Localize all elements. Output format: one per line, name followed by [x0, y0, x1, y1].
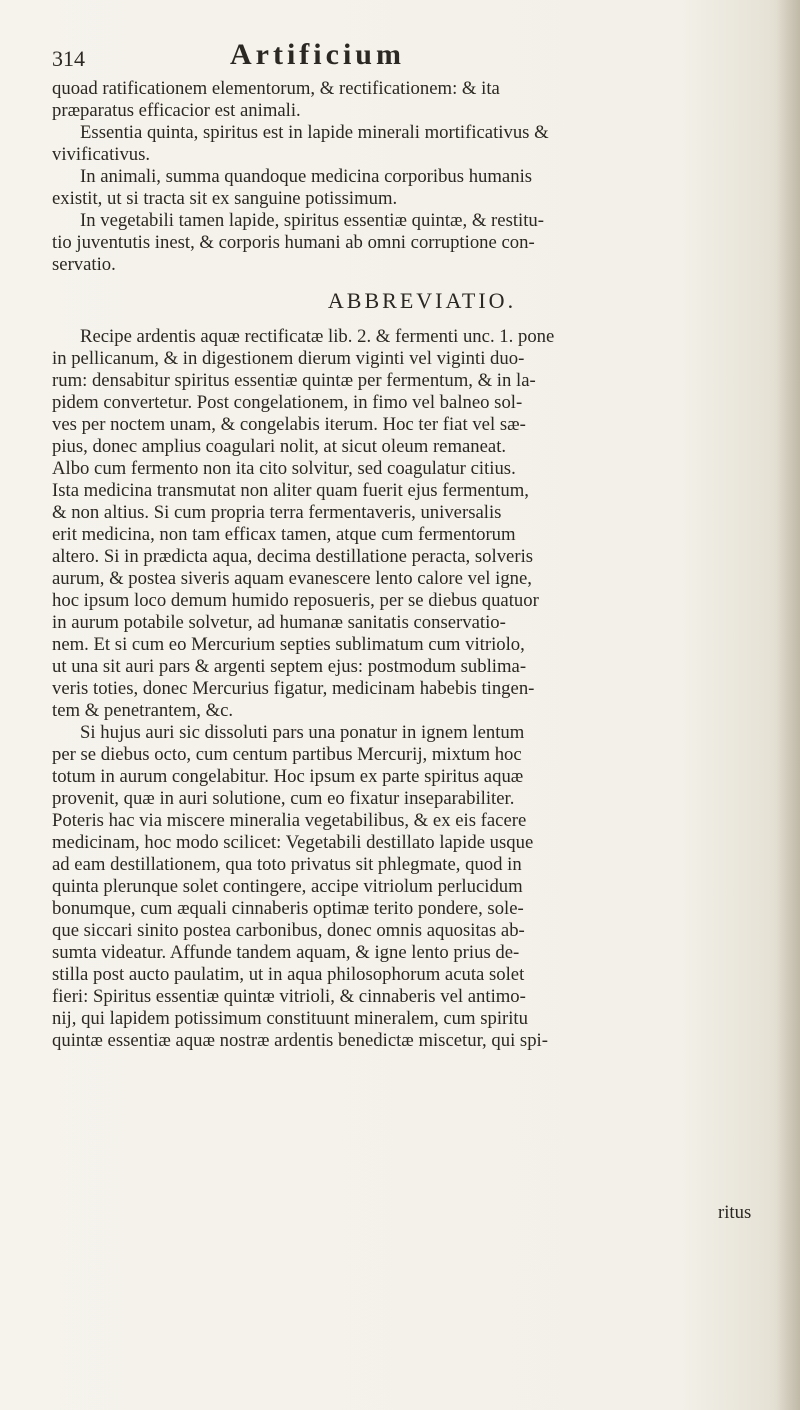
- text-line: quinta plerunque solet contingere, accipe vitriolum perlucidum: [52, 876, 523, 897]
- page-header: [52, 38, 752, 78]
- text-line: & non altius. Si cum propria terra fermentaveris, universalis: [52, 502, 502, 523]
- text-line: Ista medicina transmutat non aliter quam fuerit ejus fermentum,: [52, 480, 529, 501]
- text-line: vivificativus.: [52, 144, 151, 165]
- paragraph: [52, 78, 752, 122]
- text-line: altero. Si in prædicta aqua, decima destillatione peracta, solveris: [52, 546, 534, 567]
- text-line: veris toties, donec Mercurius figatur, medicinam habebis tingen-: [52, 678, 535, 699]
- text-line: ves per noctem unam, & congelabis iterum. Hoc ter fiat vel sæ-: [52, 414, 526, 435]
- section-heading: ABBREVIATIO.: [327, 288, 517, 313]
- text-line: per se diebus octo, cum centum partibus Mercurij, mixtum hoc: [52, 744, 522, 765]
- page-number: 314: [52, 46, 85, 71]
- text-line: In animali, summa quandoque medicina corporibus humanis: [80, 166, 533, 187]
- paragraph: [52, 326, 752, 722]
- text-line: in pellicanum, & in digestionem dierum viginti vel viginti duo-: [52, 348, 525, 369]
- spacer: [52, 276, 752, 286]
- paragraph: [52, 122, 752, 166]
- text-line: sumta videatur. Affunde tandem aquam, & igne lento prius de-: [52, 942, 520, 963]
- paragraph: [52, 722, 752, 1052]
- text-line: totum in aurum congelabitur. Hoc ipsum ex parte spiritus aquæ: [52, 766, 524, 787]
- text-line: quintæ essentiæ aquæ nostræ ardentis benedictæ miscetur, qui spi-: [52, 1030, 548, 1051]
- text-line: bonumque, cum æquali cinnaberis optimæ terito pondere, sole-: [52, 898, 524, 919]
- text-line: In vegetabili tamen lapide, spiritus essentiæ quintæ, & restitu-: [80, 210, 544, 231]
- text-line: nij, qui lapidem potissimum constituunt mineralem, cum spiritu: [52, 1008, 528, 1029]
- text-line: ut una sit auri pars & argenti septem ejus: postmodum sublima-: [52, 656, 527, 677]
- running-head: Artificium: [230, 38, 405, 71]
- text-line: quoad ratificationem elementorum, & rectificationem: & ita: [52, 78, 500, 99]
- text-line: pidem convertetur. Post congelationem, in fimo vel balneo sol-: [52, 392, 523, 413]
- text-line: servatio.: [52, 254, 116, 275]
- body-text: [52, 78, 752, 1052]
- text-line: pius, donec amplius coagulari nolit, at sicut oleum remaneat.: [52, 436, 507, 457]
- text-line: medicinam, hoc modo scilicet: Vegetabili destillato lapide usque: [52, 832, 534, 853]
- text-line: ad eam destillationem, qua toto privatus sit phlegmate, quod in: [52, 854, 522, 875]
- text-line: Essentia quinta, spiritus est in lapide minerali mortificativus &: [80, 122, 549, 143]
- text-line: tem & penetrantem, &c.: [52, 700, 234, 721]
- catchword: ritus: [718, 1202, 752, 1223]
- text-line: fieri: Spiritus essentiæ quintæ vitrioli, & cinnaberis vel antimo-: [52, 986, 526, 1007]
- text-line: tio juventutis inest, & corporis humani ab omni corruptione con-: [52, 232, 535, 253]
- paragraph: [52, 210, 752, 276]
- text-line: in aurum potabile solvetur, ad humanæ sanitatis conservatio-: [52, 612, 506, 633]
- text-line: aurum, & postea siveris aquam evanescere lento calore vel igne,: [52, 568, 532, 589]
- spacer: [52, 316, 752, 326]
- text-line: Poteris hac via miscere mineralia vegetabilibus, & ex eis facere: [52, 810, 527, 831]
- text-line: stilla post aucto paulatim, ut in aqua philosophorum acuta solet: [52, 964, 525, 985]
- text-line: provenit, quæ in auri solutione, cum eo fixatur inseparabiliter.: [52, 788, 515, 809]
- text-line: Recipe ardentis aquæ rectificatæ lib. 2. & fermenti unc. 1. pone: [80, 326, 555, 347]
- text-line: hoc ipsum loco demum humido reposueris, per se diebus quatuor: [52, 590, 539, 611]
- text-line: que siccari sinito postea carbonibus, donec omnis aquositas ab-: [52, 920, 525, 941]
- text-line: nem. Et si cum eo Mercurium septies sublimatum cum vitriolo,: [52, 634, 525, 655]
- page-edge-shadow: [776, 0, 800, 1410]
- text-line: rum: densabitur spiritus essentiæ quintæ per fermentum, & in la-: [52, 370, 536, 391]
- text-line: præparatus efficacior est animali.: [52, 100, 301, 121]
- text-line: Albo cum fermento non ita cito solvitur, sed coagulatur citius.: [52, 458, 516, 479]
- text-line: erit medicina, non tam efficax tamen, atque cum fermentorum: [52, 524, 516, 545]
- text-line: Si hujus auri sic dissoluti pars una ponatur in ignem lentum: [80, 722, 525, 743]
- paragraph: [52, 166, 752, 210]
- text-line: existit, ut si tracta sit ex sanguine potissimum.: [52, 188, 398, 209]
